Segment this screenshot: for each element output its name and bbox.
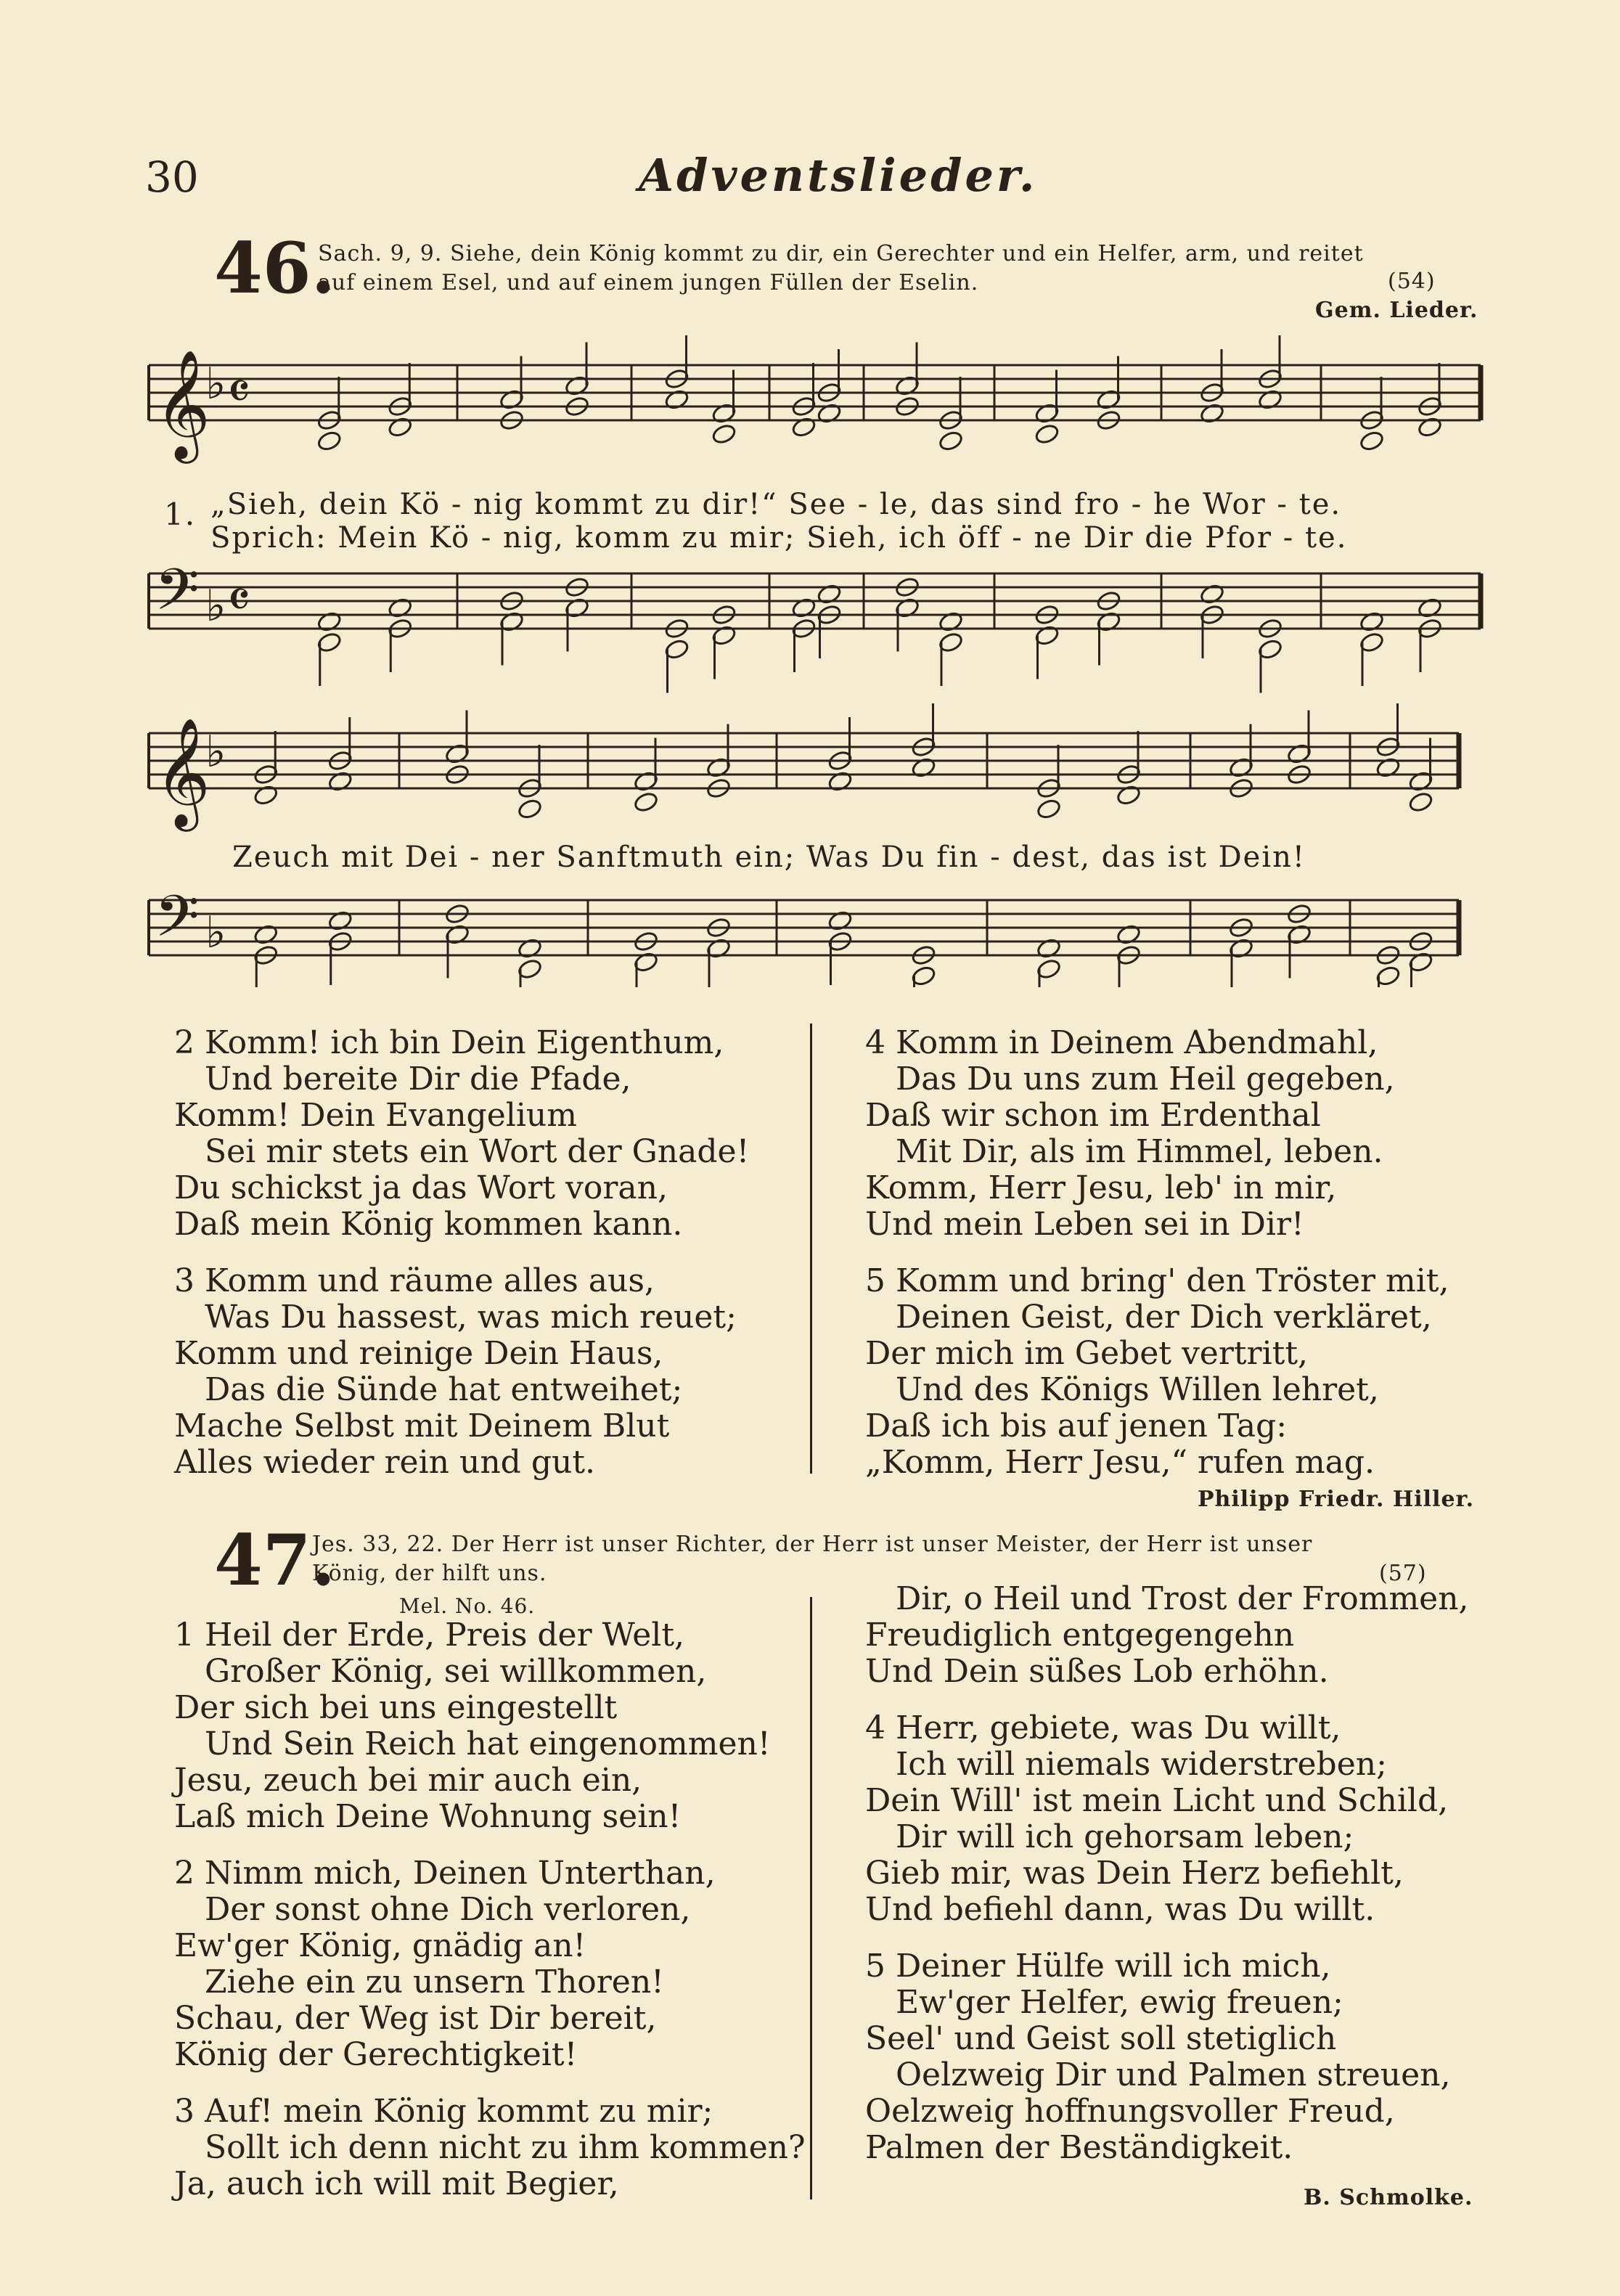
running-head: Adventslieder. bbox=[639, 149, 1038, 202]
hymn-46-verse-4: 4 Komm in Deinem Abendmahl, Das Du uns zum Heil gegeben, Daß wir schon im Erdenthal Mit Dir, als im Himmel, leben. Komm, Herr Jesu, leb' in mir, Und mein Leben sei in Dir! bbox=[865, 1024, 1395, 1243]
half-note bbox=[633, 791, 659, 814]
flat-sign-icon: ♭ bbox=[205, 907, 226, 958]
hymn-47-ref: (57) bbox=[1379, 1561, 1427, 1586]
hymn-46-verses-left bbox=[174, 1025, 784, 1481]
flat-sign-icon: ♭ bbox=[205, 359, 226, 409]
half-note bbox=[1408, 791, 1434, 814]
bass-clef-icon: 𝄢 bbox=[155, 883, 200, 964]
half-note bbox=[316, 430, 343, 452]
treble-clef-icon: 𝄞 bbox=[155, 348, 210, 459]
common-time-icon: 𝄴 bbox=[227, 569, 251, 630]
lyrics-line-2: Sprich: Mein Kö - nig, komm zu mir; Sieh, ich öff - ne Dir die Pfor - te. bbox=[210, 521, 1348, 555]
hymn-46-scripture-line2: auf einem Esel, und auf einem jungen Füllen der Eselin. bbox=[318, 270, 979, 295]
stanza-number: 1. bbox=[164, 497, 197, 532]
hymn-47-scripture-line1: Jes. 33, 22. Der Herr ist unser Richter, der Herr ist unser Meister, der Herr ist unser bbox=[312, 1532, 1313, 1557]
column-divider-46 bbox=[810, 1024, 812, 1474]
hymn-47-verse-1: 1 Heil der Erde, Preis der Welt, Großer König, sei willkommen, Der sich bei uns eingestellt Und Sein Reich hat eingenommen! Jesu, zeuch bei mir auch ein, Laß mich Deine Wohnung sein! bbox=[174, 1617, 771, 1835]
hymn-47-verses-right bbox=[865, 1581, 1504, 2166]
half-note bbox=[1036, 798, 1062, 820]
hymn-46-verse-3: 3 Komm und räume alles aus, Was Du hassest, was mich reuet; Komm und reinige Dein Haus, Das die Sünde hat entweihet; Mache Selbst mit Deinem Blut Alles wieder rein und gut. bbox=[174, 1262, 737, 1481]
hymn-46-verse-5: 5 Komm und bring' den Tröster mit, Deinen Geist, der Dich verkläret, Der mich im Gebet vertritt, Und des Königs Willen lehret, Daß ich bis auf jenen Tag: „Komm, Herr Jesu,“ rufen mag. bbox=[865, 1262, 1449, 1481]
hymn-47-verse-3-end: Dir, o Heil und Trost der Frommen, Freudiglich entgegengehn Und Dein süßes Lob erhöhn. bbox=[865, 1580, 1469, 1690]
page-number: 30 bbox=[145, 152, 199, 202]
hymn-47-scripture bbox=[312, 1530, 1488, 1588]
half-note bbox=[1359, 430, 1385, 452]
hymn-46-ref: (54) bbox=[1388, 269, 1436, 294]
hymn-46-verses-right bbox=[865, 1025, 1504, 1481]
hymn-47-verses-left bbox=[174, 1617, 806, 2202]
lyrics-line-1: „Sieh, dein Kö - nig kommt zu dir!“ See - le, das sind fro - he Wor - te. bbox=[210, 488, 1342, 521]
hymn-46-scripture-line1: Sach. 9, 9. Siehe, dein König kommt zu dir, ein Gerechter und ein Helfer, arm, und reitet bbox=[318, 241, 1364, 266]
hymn-47-verse-3-start: 3 Auf! mein König kommt zu mir; Sollt ich denn nicht zu ihm kommen? Ja, auch ich will mit Begier, bbox=[174, 2093, 806, 2202]
hymn-47-verse-4: 4 Herr, gebiete, was Du willt, Ich will niemals widerstreben; Dein Will' ist mein Licht und Schild, Dir will ich gehorsam leben; Gieb mir, was Dein Herz befiehlt, Und befiehl dann, was Du willt. bbox=[865, 1709, 1449, 1928]
common-time-icon: 𝄴 bbox=[227, 361, 251, 422]
flat-sign-icon: ♭ bbox=[205, 581, 226, 632]
half-note bbox=[1034, 423, 1060, 446]
hymn-47-verse-2: 2 Nimm mich, Deinen Unterthan, Der sonst ohne Dich verloren, Ew'ger König, gnädig an! Ziehe ein zu unsern Thoren! Schau, der Weg ist Dir bereit, König der Gerechtigkeit! bbox=[174, 1855, 716, 2073]
half-note bbox=[938, 430, 964, 452]
treble-clef-icon: 𝄞 bbox=[155, 716, 210, 827]
hymn-47-author: B. Schmolke. bbox=[1304, 2185, 1473, 2210]
hymn-47-scripture-line2: König, der hilft uns. bbox=[312, 1561, 547, 1586]
half-note bbox=[711, 423, 737, 446]
hymn-46-author: Philipp Friedr. Hiller. bbox=[1198, 1487, 1475, 1512]
hymn-47-number: 47. bbox=[214, 1519, 336, 1601]
hymn-46-tune-source: Gem. Lieder. bbox=[1315, 298, 1478, 323]
hymn-47-melody: Mel. No. 46. bbox=[399, 1594, 536, 1618]
half-note bbox=[517, 798, 543, 820]
hymn-46-verse-2: 2 Komm! ich bin Dein Eigenthum, Und bereite Dir die Pfade, Komm! Dein Evangelium Sei mir stets ein Wort der Gnade! Du schickst ja das Wort voran, Daß mein König kommen kann. bbox=[174, 1024, 750, 1243]
bass-clef-icon: 𝄢 bbox=[155, 556, 200, 637]
hymn-47-verse-5: 5 Deiner Hülfe will ich mich, Ew'ger Helfer, ewig freuen; Seel' und Geist soll stetiglich Oelzweig Dir und Palmen streuen, Oelzweig hoffnungsvoller Freud, Palmen der Beständigkeit. bbox=[865, 1948, 1451, 2166]
hymn-46-number: 46. bbox=[214, 227, 336, 309]
lyrics-line-3: Zeuch mit Dei - ner Sanftmuth ein; Was Du fin - dest, das ist Dein! bbox=[232, 841, 1306, 874]
column-divider-47 bbox=[810, 1597, 812, 2199]
flat-sign-icon: ♭ bbox=[205, 727, 226, 777]
